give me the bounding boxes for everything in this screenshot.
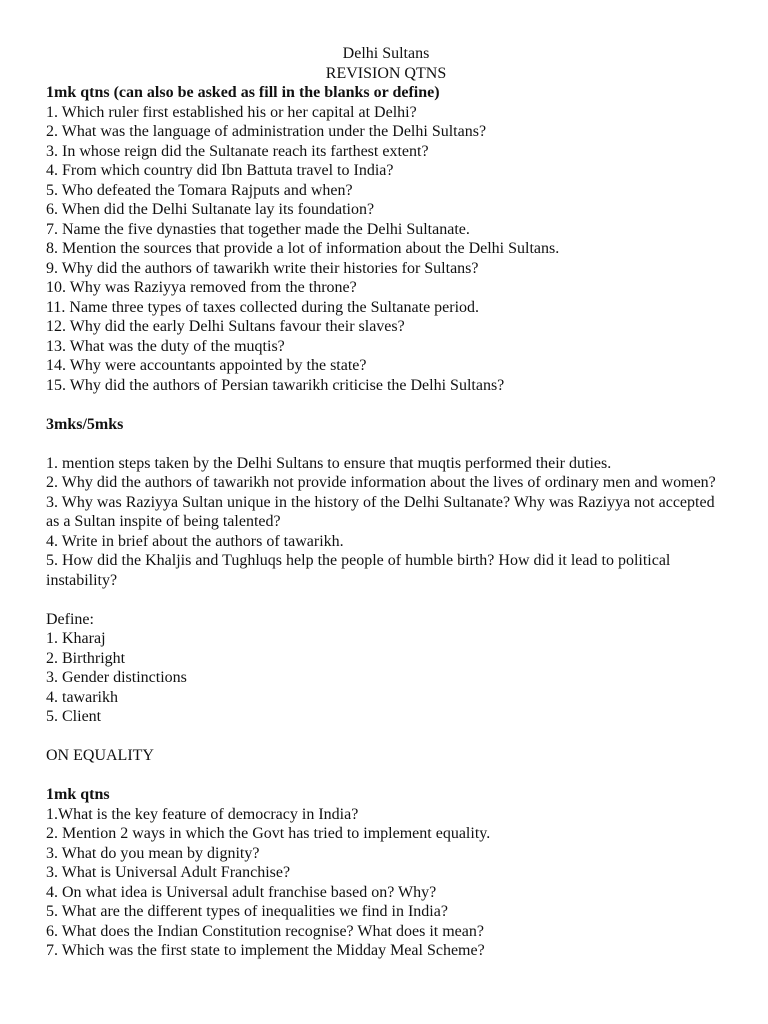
define-list [46, 629, 726, 727]
question-item: 3. What is Universal Adult Franchise? [46, 864, 291, 881]
question-item: 7. Which was the first state to implement the Midday Meal Scheme? [46, 942, 485, 959]
define-item: 1. Kharaj [46, 630, 106, 647]
question-item: 6. When did the Delhi Sultanate lay its foundation? [46, 201, 375, 218]
question-item: 9. Why did the authors of tawarikh write their histories for Sultans? [46, 259, 479, 277]
question-list-3-5mk [46, 454, 726, 591]
define-item: 5. Client [46, 708, 102, 725]
document-title: Delhi Sultans [342, 45, 430, 62]
section-heading-1mk: 1mk qtns (can also be asked as fill in the blanks or define) [46, 84, 440, 101]
question-item: 7. Name the five dynasties that together made the Delhi Sultanate. [46, 220, 470, 238]
equality-question-list [46, 805, 726, 961]
question-item: 8. Mention the sources that provide a lot of information about the Delhi Sultans. [46, 240, 560, 257]
document-page [46, 44, 726, 961]
question-item: 2. What was the language of administration under the Delhi Sultans? [46, 123, 487, 140]
define-item: 3. Gender distinctions [46, 669, 187, 686]
spacer [46, 395, 726, 415]
question-item: 3. In whose reign did the Sultanate reach its farthest extent? [46, 142, 429, 160]
question-item: 12. Why did the early Delhi Sultans favour their slaves? [46, 318, 405, 335]
question-item: 3. What do you mean by dignity? [46, 844, 260, 862]
question-item: 14. Why were accountants appointed by the state? [46, 357, 367, 374]
define-item: 4. tawarikh [46, 688, 118, 706]
question-item: 15. Why did the authors of Persian tawarikh criticise the Delhi Sultans? [46, 376, 505, 394]
question-item: 4. From which country did Ibn Battuta travel to India? [46, 162, 394, 179]
question-item: 10. Why was Raziyya removed from the throne? [46, 279, 357, 296]
question-item: 4. Write in brief about the authors of tawarikh. [46, 532, 344, 550]
question-item: 1.What is the key feature of democracy in India? [46, 805, 359, 823]
question-item: 1. mention steps taken by the Delhi Sultans to ensure that muqtis performed their duties. [46, 454, 612, 472]
question-item: 13. What was the duty of the muqtis? [46, 337, 285, 355]
section-heading-3-5mk: 3mks/5mks [46, 415, 124, 433]
question-item: 11. Name three types of taxes collected during the Sultanate period. [46, 298, 480, 316]
define-heading: Define: [46, 610, 94, 628]
equality-heading: 1mk qtns [46, 786, 110, 803]
question-item: 5. How did the Khaljis and Tughluqs help the people of humble birth? How did it lead to political instability? [46, 552, 671, 589]
question-item: 1. Which ruler first established his or her capital at Delhi? [46, 103, 417, 121]
question-item: 3. Why was Raziyya Sultan unique in the history of the Delhi Sultanate? Why was Raziyya not accepted as a Sultan inspite of being talented? [46, 493, 715, 530]
question-item: 5. Who defeated the Tomara Rajputs and when? [46, 181, 353, 199]
document-subtitle: REVISION QTNS [325, 64, 447, 82]
spacer [46, 727, 726, 747]
question-item: 6. What does the Indian Constitution recognise? What does it mean? [46, 922, 484, 940]
define-item: 2. Birthright [46, 649, 126, 667]
spacer [46, 434, 726, 454]
equality-title: ON EQUALITY [46, 747, 154, 764]
question-list-1mk [46, 103, 726, 396]
spacer [46, 766, 726, 786]
question-item: 2. Mention 2 ways in which the Govt has tried to implement equality. [46, 825, 491, 842]
question-item: 5. What are the different types of inequalities we find in India? [46, 903, 448, 920]
question-item: 4. On what idea is Universal adult franchise based on? Why? [46, 883, 437, 901]
question-item: 2. Why did the authors of tawarikh not provide information about the lives of ordinary men and women? [46, 474, 716, 491]
spacer [46, 590, 726, 610]
